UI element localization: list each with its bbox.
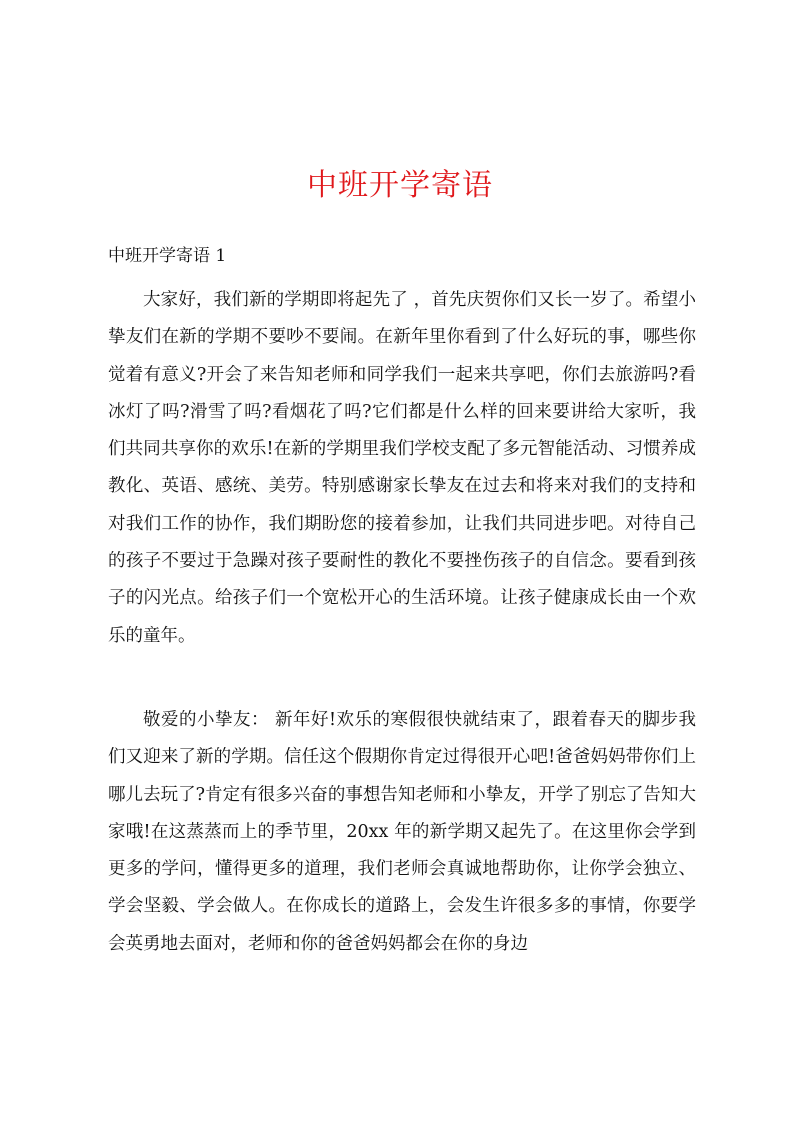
- section-heading: 中班开学寄语 1: [108, 246, 227, 266]
- body-paragraph: 敬爱的小挚友： 新年好!欢乐的寒假很快就结束了，跟着春天的脚步我们又迎来了新的学期。信任这个假期你肯定过得很开心吧!爸爸妈妈带你们上哪儿去玩了?肯定有很多兴奋的事想告知老师和小挚友，开学了别忘了告知大家哦!在这蒸蒸而上的季节里，20xx 年的新学期又起先了。在这里你会学到更多的学问，懂得更多的道理，我们老师会真诚地帮助你，让你学会独立、学会坚毅、学会做人。在你成长的道路上，会发生许很多多的事情，你要学会英勇地去面对，老师和你的爸爸妈妈都会在你的身边: [108, 710, 696, 954]
- body-paragraph: 大家好，我们新的学期即将起先了 ，首先庆贺你们又长一岁了。希望小挚友们在新的学期不要吵不要闹。在新年里你看到了什么好玩的事，哪些你觉着有意义?开会了来告知老师和同学我们一起来共享吧，你们去旅游吗?看冰灯了吗?滑雪了吗?看烟花了吗?它们都是什么样的回来要讲给大家听，我们共同共享你的欢乐!在新的学期里我们学校支配了多元智能活动、习惯养成教化、英语、感统、美劳。特别感谢家长挚友在过去和将来对我们的支持和对我们工作的协作，我们期盼您的接着参加，让我们共同进步吧。对待自己的孩子不要过于急躁对孩子要耐性的教化不要挫伤孩子的自信念。要看到孩子的闪光点。给孩子们一个宽松开心的生活环境。让孩子健康成长由一个欢乐的童年。: [108, 290, 696, 646]
- document-title: 中班开学寄语: [307, 168, 493, 203]
